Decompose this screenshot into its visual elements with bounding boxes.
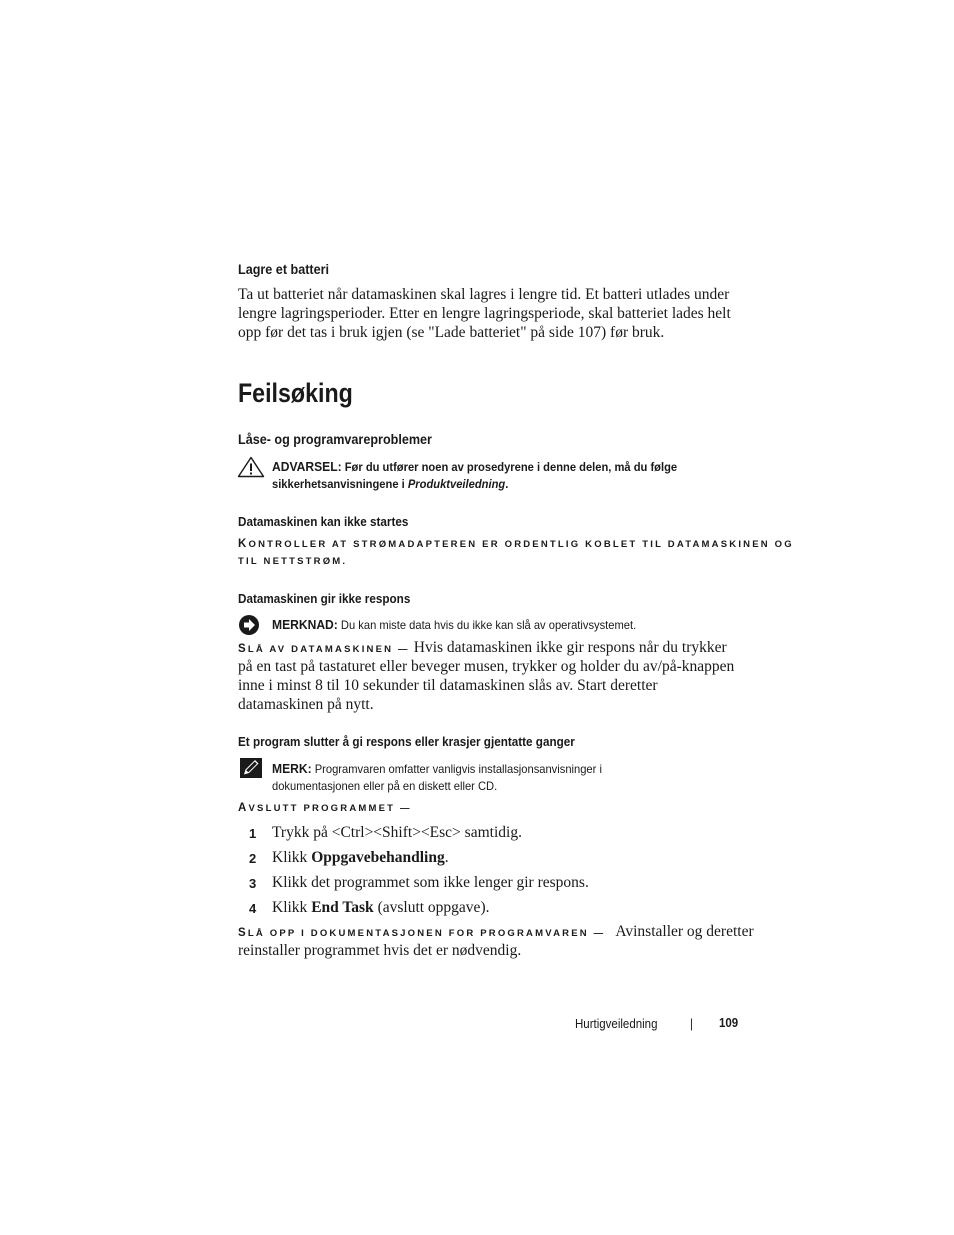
warning-triangle-icon	[237, 456, 265, 478]
subheading-no-response: Datamaskinen gir ikke respons	[238, 591, 411, 606]
product-guide-reference: Produktveiledning	[407, 477, 506, 491]
subheading-program-crashes: Et program slutter å gi respons eller krasjer gjentatte ganger	[238, 734, 575, 749]
check-docs-paragraph: reinstaller programmet hvis det er nødvendig.	[238, 942, 522, 959]
note-label: MERK:	[272, 761, 312, 776]
notice-label: MERKNAD:	[272, 617, 338, 632]
instruction-power-off: SLÅ AV DATAMASKINEN — Hvis datamaskinen ikke gir respons når du trykker	[238, 639, 727, 656]
chapter-title: Feilsøking	[238, 378, 353, 408]
power-off-paragraph: på en tast på tastaturet eller beveger musen, trykker og holder du av/på-knappen inne i minst 8 til 10 sekunder til datamaskinen slås av. Start deretter datamaskinen på nytt.	[238, 658, 735, 713]
warning-label: ADVARSEL:	[272, 459, 342, 474]
note-pencil-icon	[239, 757, 263, 779]
notice-text: MERKNAD: Du kan miste data hvis du ikke kan slå av operativsystemet.	[272, 617, 637, 632]
footer-separator: |	[690, 1017, 693, 1031]
store-battery-paragraph: Ta ut batteriet når datamaskinen skal lagres i lengre tid. Et batteri utlades under lengre lagringsperioder. Etter en lengre lagringsperiode, skal batteriet lades helt opp før det tas i bruk igjen (se "Lade batteriet" på side 107) før bruk.	[238, 286, 731, 341]
task-manager-label: Oppgavebehandling	[311, 849, 445, 866]
section-heading-lockups: Låse- og programvareproblemer	[238, 431, 432, 447]
end-task-label: End Task	[311, 899, 374, 916]
warning-text: ADVARSEL: Før du utfører noen av prosedyrene i denne delen, må du følge sikkerhetsanvisningene i Produktveiledning.	[272, 459, 678, 491]
notice-arrow-icon	[238, 614, 260, 636]
instruction-quit-program: AVSLUTT PROGRAMMET —	[238, 802, 412, 814]
instruction-check-adapter: KONTROLLER AT STRØMADAPTEREN ER ORDENTLIG KOBLET TIL DATAMASKINEN OG	[238, 538, 794, 550]
section-heading-store-battery: Lagre et batteri	[238, 261, 330, 277]
footer-title: Hurtigveiledning	[575, 1017, 658, 1031]
instruction-check-docs: SLÅ OPP I DOKUMENTASJONEN FOR PROGRAMVAREN — Avinstaller og deretter	[238, 923, 754, 940]
instruction-check-adapter-line2: TIL NETTSTRØM.	[238, 556, 348, 567]
page-number: 109	[719, 1016, 739, 1030]
note-text: MERK: Programvaren omfatter vanligvis installasjonsanvisninger i dokumentasjonen eller på en diskett eller CD.	[272, 761, 602, 793]
subheading-cannot-start: Datamaskinen kan ikke startes	[238, 514, 409, 529]
